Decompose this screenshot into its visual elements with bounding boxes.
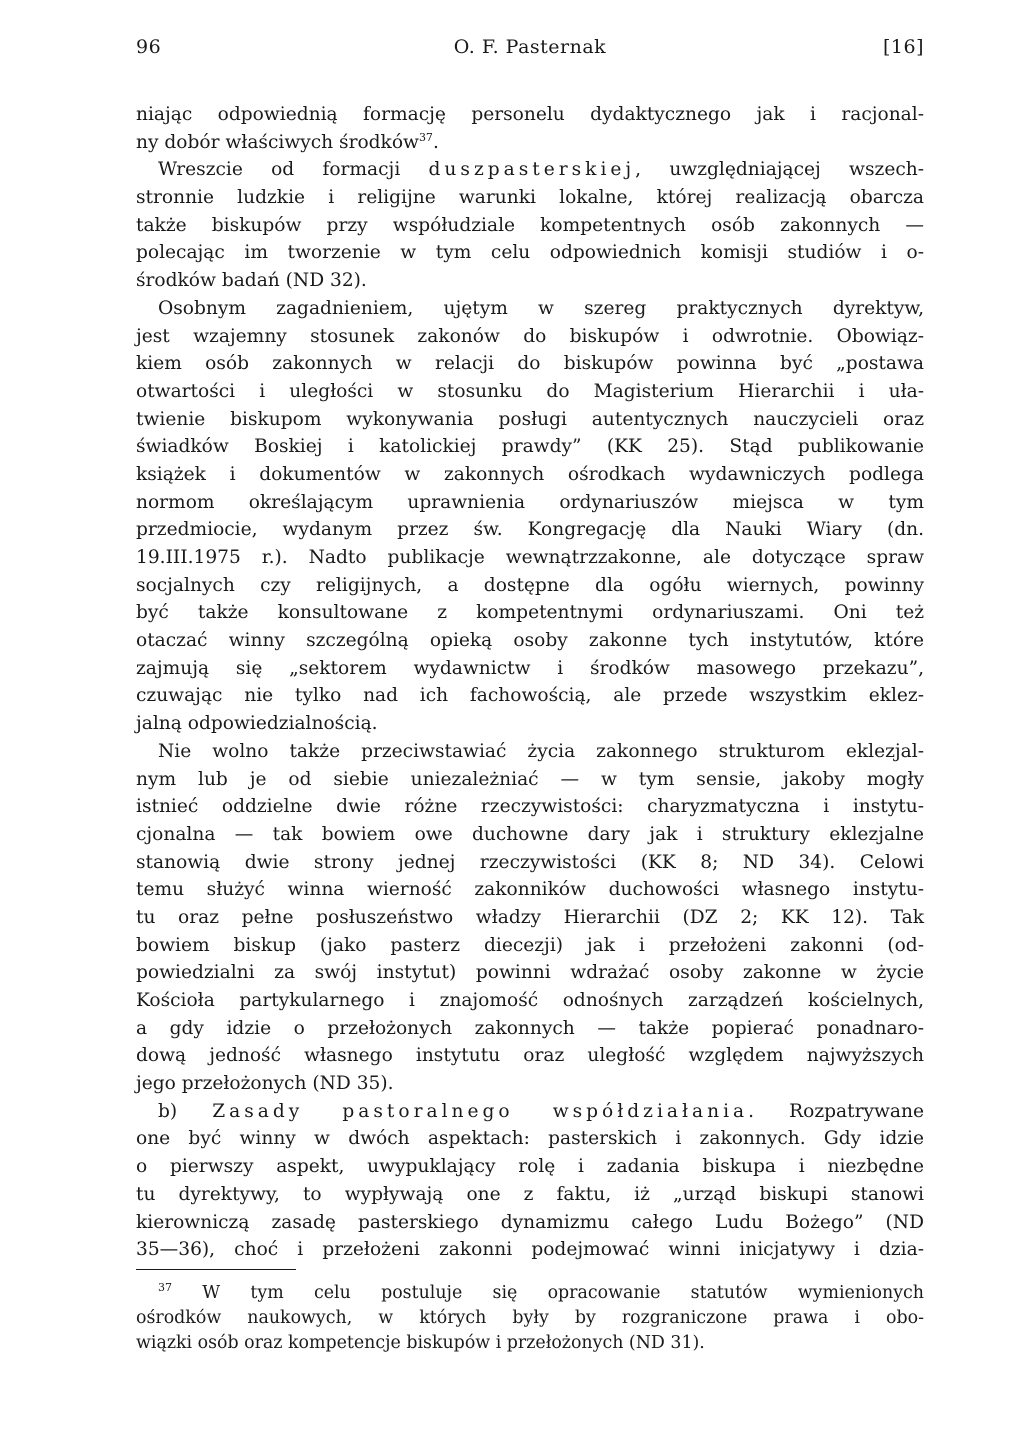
text-line bbox=[136, 1125, 924, 1153]
text-line bbox=[136, 793, 924, 821]
footnote-line bbox=[136, 1306, 924, 1331]
line-text: Nie wolno także przeciwstawiać życia zakonnego strukturom eklezjal- bbox=[158, 740, 924, 762]
line-text: przedmiocie, wydanym przez św. Kongregację dla Nauki Wiary (dn. bbox=[136, 519, 924, 541]
text-line bbox=[136, 544, 924, 572]
footnote-line bbox=[136, 1281, 924, 1306]
text-line bbox=[136, 821, 924, 849]
text-line bbox=[136, 378, 924, 406]
spaced-emphasis: Zasady pastoralnego współdziałania bbox=[212, 1100, 749, 1122]
footnote bbox=[136, 1281, 924, 1356]
text-line bbox=[136, 766, 924, 794]
running-header bbox=[136, 36, 924, 66]
line-text: świadków Boskiej i katolickiej prawdy” (KK 25). Stąd publikowanie bbox=[136, 436, 924, 458]
line-text: bowiem biskup (jako pasterz diecezji) jak i przełożeni zakonni (od- bbox=[136, 934, 924, 956]
text-line bbox=[136, 710, 924, 738]
line-text: temu służyć winna wierność zakonników duchowości własnego instytu- bbox=[136, 879, 924, 901]
footnote-text: ośrodków naukowych, w których były by rozgraniczone prawa i obo- bbox=[136, 1308, 924, 1328]
footnote-line bbox=[136, 1331, 924, 1356]
text-line bbox=[136, 904, 924, 932]
section-number: [16] bbox=[882, 36, 924, 58]
text-line bbox=[136, 516, 924, 544]
line-text: otaczać winny szczególną opieką osoby zakonne tych instytutów, które bbox=[136, 630, 924, 652]
line-text: środków badań (ND 32). bbox=[136, 270, 367, 292]
text-line bbox=[136, 876, 924, 904]
text-line bbox=[136, 1042, 924, 1070]
line-text: . Rozpatrywane bbox=[748, 1100, 924, 1122]
main-text bbox=[136, 101, 924, 1264]
spaced-emphasis: duszpasterskiej bbox=[428, 159, 636, 181]
line-text: książek i dokumentów w zakonnych ośrodkach wydawniczych podlega bbox=[136, 463, 924, 485]
text-line bbox=[136, 406, 924, 434]
line-text: otwartości i uległości w stosunku do Magisterium Hierarchii i uła- bbox=[136, 380, 924, 402]
line-text: kierowniczą zasadę pasterskiego dynamizmu całego Ludu Bożego” (ND bbox=[136, 1211, 924, 1233]
text-line bbox=[136, 461, 924, 489]
text-line bbox=[136, 655, 924, 683]
text-line bbox=[136, 212, 924, 240]
line-text: normom określającym uprawnienia ordynariuszów miejsca w tym bbox=[136, 491, 924, 513]
footnote-text: wiązki osób oraz kompetencje biskupów i przełożonych (ND 31). bbox=[136, 1333, 705, 1353]
line-text: kiem osób zakonnych w relacji do biskupów powinna być „postawa bbox=[136, 353, 924, 375]
line-text: 35—36), choć i przełożeni zakonni podejmować winni inicjatywy i dzia- bbox=[136, 1239, 924, 1261]
line-text: tu dyrektywy, to wypływają one z faktu, iż „urząd biskupi stanowi bbox=[136, 1183, 924, 1205]
running-author: O. F. Pasternak bbox=[453, 36, 607, 58]
line-text: także biskupów przy współudziale kompetentnych osób zakonnych — bbox=[136, 214, 924, 236]
page-number: 96 bbox=[136, 36, 162, 58]
text-line bbox=[136, 987, 924, 1015]
text-line bbox=[136, 738, 924, 766]
text-line bbox=[136, 101, 924, 129]
line-text: Kościoła partykularnego i znajomość odnośnych zarządzeń kościelnych, bbox=[136, 990, 924, 1011]
text-line bbox=[136, 682, 924, 710]
text-line bbox=[136, 1098, 924, 1126]
text-line bbox=[136, 239, 924, 267]
text-line bbox=[136, 599, 924, 627]
line-text: tu oraz pełne posłuszeństwo władzy Hierarchii (DZ 2; KK 12). Tak bbox=[136, 906, 924, 928]
line-text: o pierwszy aspekt, uwypuklający rolę i zadania biskupa i niezbędne bbox=[136, 1156, 924, 1178]
text-line bbox=[136, 932, 924, 960]
line-text: one być winny w dwóch aspektach: pasterskich i zakonnych. Gdy idzie bbox=[136, 1128, 924, 1150]
text-line bbox=[136, 323, 924, 351]
line-text: polecając im tworzenie w tym celu odpowiednich komisji studiów i o- bbox=[136, 242, 924, 264]
text-line bbox=[136, 627, 924, 655]
text-line bbox=[136, 1181, 924, 1209]
footnote-marker: 37 bbox=[418, 130, 433, 144]
text-line bbox=[136, 350, 924, 378]
line-text: jest wzajemny stosunek zakonów do biskupów i odwrotnie. Obowiąz- bbox=[136, 325, 924, 347]
line-text: ny dobór właściwych środków bbox=[136, 131, 419, 153]
line-text: twienie biskupom wykonywania posługi autentycznych nauczycieli oraz bbox=[136, 408, 924, 430]
line-text: czuwając nie tylko nad ich fachowością, ale przede wszystkim eklez- bbox=[136, 685, 924, 707]
text-line bbox=[136, 489, 924, 517]
text-line bbox=[136, 156, 924, 184]
line-text: b) bbox=[158, 1100, 213, 1122]
line-text: jalną odpowiedzialnością. bbox=[136, 713, 378, 735]
text-line bbox=[136, 1070, 924, 1098]
line-text: a gdy idzie o przełożonych zakonnych — także popierać ponadnaro- bbox=[136, 1017, 924, 1039]
text-line bbox=[136, 267, 924, 295]
text-line bbox=[136, 959, 924, 987]
line-text: . bbox=[432, 131, 439, 153]
line-text: cjonalna — tak bowiem owe duchowne dary jak i struktury eklezjalne bbox=[136, 823, 924, 845]
text-line bbox=[136, 129, 924, 157]
text-line bbox=[136, 1015, 924, 1043]
line-text: istnieć oddzielne dwie różne rzeczywistości: charyzmatyczna i instytu- bbox=[136, 796, 924, 818]
text-line bbox=[136, 1236, 924, 1264]
line-text: dową jedność własnego instytutu oraz uległość względem najwyższych bbox=[136, 1045, 924, 1067]
text-line bbox=[136, 572, 924, 600]
footnote-rule bbox=[136, 1269, 296, 1270]
text-line bbox=[136, 1153, 924, 1181]
line-text: socjalnych czy religijnych, a dostępne dla ogółu wiernych, powinny bbox=[136, 574, 924, 596]
text-line bbox=[136, 184, 924, 212]
text-line bbox=[136, 849, 924, 877]
footnote-text: W tym celu postuluje się opracowanie statutów wymienionych bbox=[202, 1283, 924, 1303]
line-text: stanowią dwie strony jednej rzeczywistości (KK 8; ND 34). Celowi bbox=[136, 851, 924, 873]
line-text: stronnie ludzkie i religijne warunki lokalne, której realizacją obarcza bbox=[136, 187, 924, 209]
line-text: 19.III.1975 r.). Nadto publikacje wewnątrzzakonne, ale dotyczące spraw bbox=[136, 547, 924, 568]
line-text: jego przełożonych (ND 35). bbox=[136, 1073, 394, 1095]
text-line bbox=[136, 433, 924, 461]
line-text: nym lub je od siebie uniezależniać — w tym sensie, jakoby mogły bbox=[136, 768, 924, 790]
line-text: zajmują się „sektorem wydawnictw i środków masowego przekazu”, bbox=[136, 657, 924, 679]
line-text: Osobnym zagadnieniem, ujętym w szereg praktycznych dyrektyw, bbox=[158, 297, 924, 319]
line-text: niając odpowiednią formację personelu dydaktycznego jak i racjonal- bbox=[136, 104, 924, 125]
line-text: Wreszcie od formacji bbox=[158, 159, 429, 181]
text-line bbox=[136, 295, 924, 323]
line-text: , uwzględniającej wszech- bbox=[635, 159, 924, 181]
footnote-number: 37 bbox=[158, 1281, 172, 1295]
line-text: być także konsultowane z kompetentnymi ordynariuszami. Oni też bbox=[136, 602, 924, 624]
line-text: powiedzialni za swój instytut) powinni wdrażać osoby zakonne w życie bbox=[136, 962, 924, 984]
text-line bbox=[136, 1209, 924, 1237]
